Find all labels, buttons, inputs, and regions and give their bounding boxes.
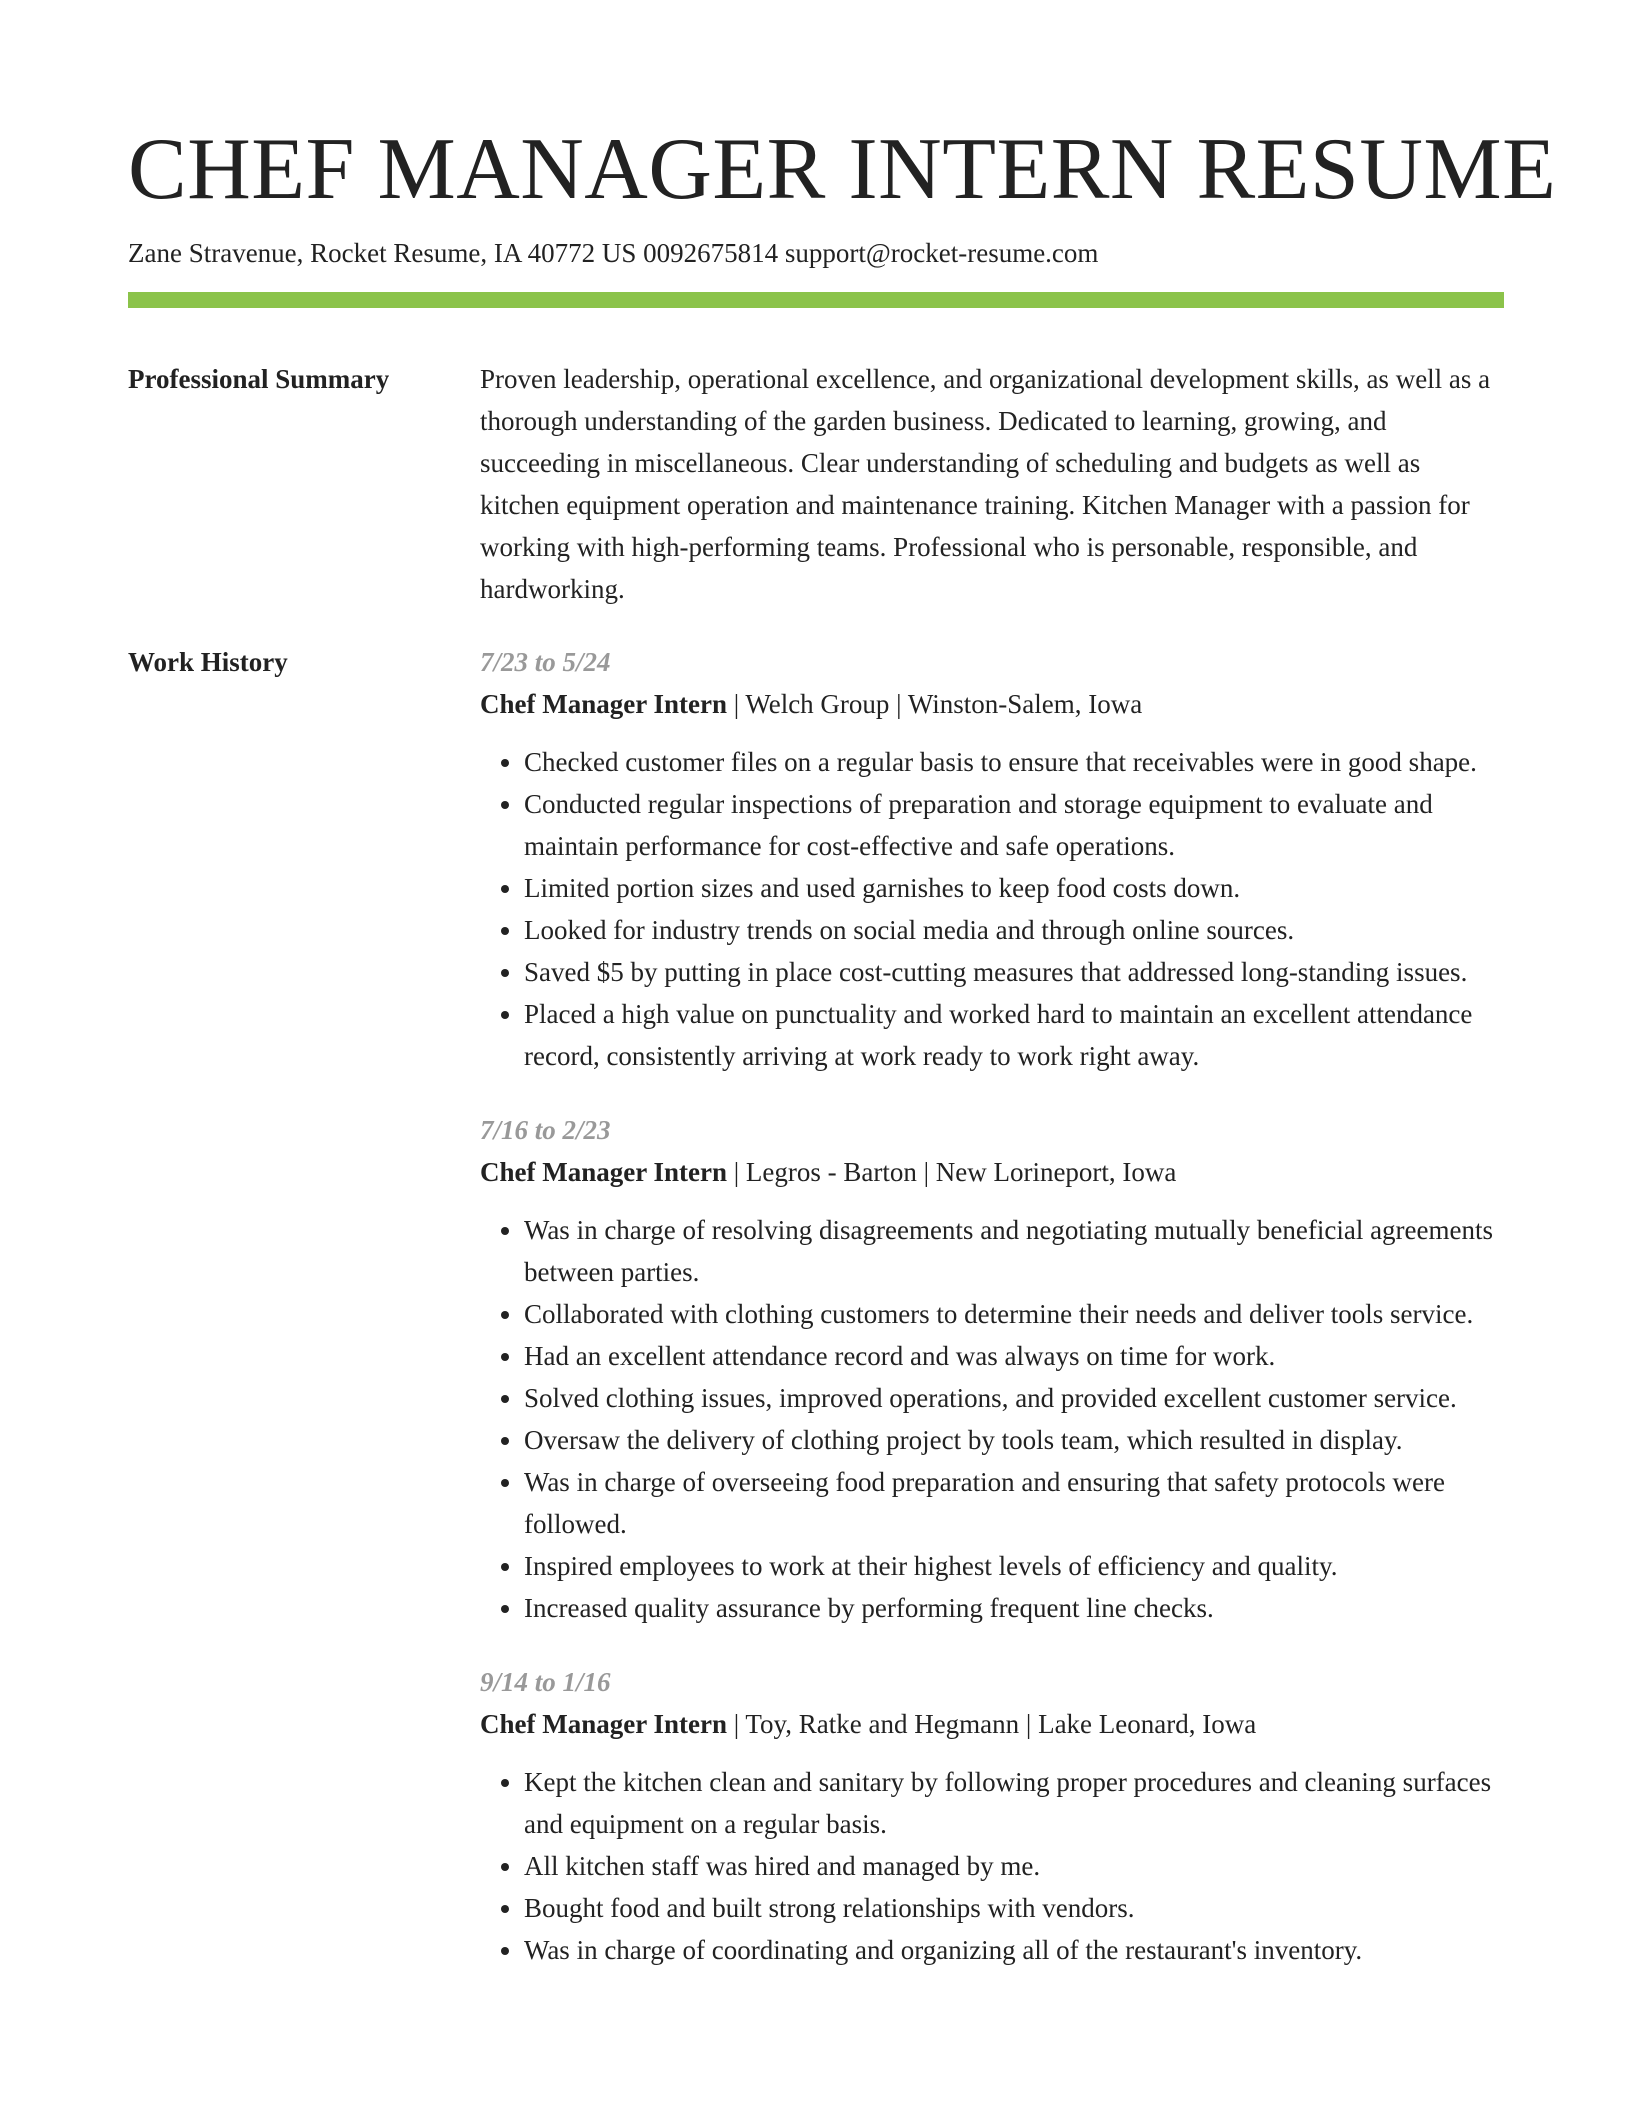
job-employer-location: | Welch Group | Winston-Salem, Iowa: [726, 689, 1143, 719]
job-dates: 7/16 to 2/23: [480, 1115, 611, 1145]
job-dates: 7/23 to 5/24: [480, 647, 611, 677]
job-employer-location: | Toy, Ratke and Hegmann | Lake Leonard, Iowa: [726, 1709, 1257, 1739]
job-bullets: [480, 1761, 1504, 1971]
job-bullet: • Solved clothing issues, improved operations, and provided excellent customer service.: [524, 1377, 1504, 1419]
job-bullet: • All kitchen staff was hired and managed by me.: [524, 1845, 1504, 1887]
job-bullets: [480, 741, 1504, 1077]
job-bullet: • Increased quality assurance by performing frequent line checks.: [524, 1587, 1504, 1629]
job-bullet: • Had an excellent attendance record and was always on time for work.: [524, 1335, 1504, 1377]
job-bullet: • Was in charge of coordinating and organizing all of the restaurant's inventory.: [524, 1929, 1504, 1971]
section-label-work-history: Work History: [128, 647, 288, 677]
job-employer-location: | Legros - Barton | New Lorineport, Iowa: [726, 1157, 1177, 1187]
job-bullet: • Kept the kitchen clean and sanitary by following proper procedures and cleaning surfaces and equipment on a regular basis.: [524, 1761, 1504, 1845]
job-bullet: • Was in charge of resolving disagreements and negotiating mutually beneficial agreements between parties.: [524, 1209, 1504, 1293]
job-bullet: • Looked for industry trends on social media and through online sources.: [524, 909, 1504, 951]
job-bullet: • Placed a high value on punctuality and worked hard to maintain an excellent attendance record, consistently arriving at work ready to work right away.: [524, 993, 1504, 1077]
summary-text: Proven leadership, operational excellence, and organizational development skills, as well as a thorough understanding of the garden business. Dedicated to learning, growing, and succeeding in miscellaneous. Clear understanding of scheduling and budgets as well as kitchen equipment operation and maintenance training. Kitchen Manager with a passion for working with high-performing teams. Professional who is personable, responsible, and hardworking.: [480, 364, 1491, 604]
job-dates: 9/14 to 1/16: [480, 1667, 611, 1697]
job-entry: [480, 1109, 1504, 1629]
work-history-body: [480, 641, 1504, 1971]
job-heading: [480, 1703, 1504, 1745]
job-title: Chef Manager Intern: [480, 689, 727, 719]
job-bullet: • Bought food and built strong relationships with vendors.: [524, 1887, 1504, 1929]
job-bullet: • Was in charge of overseeing food preparation and ensuring that safety protocols were followed.: [524, 1461, 1504, 1545]
resume-page: [128, 0, 1557, 1971]
job-entry: [480, 641, 1504, 1077]
job-bullet: • Inspired employees to work at their highest levels of efficiency and quality.: [524, 1545, 1504, 1587]
professional-summary-section: [128, 358, 1504, 610]
contact-line: Zane Stravenue, Rocket Resume, IA 40772 US 0092675814 support@rocket-resume.com: [128, 238, 1099, 268]
job-bullet: • Collaborated with clothing customers to determine their needs and deliver tools service.: [524, 1293, 1504, 1335]
job-bullets: [480, 1209, 1504, 1629]
job-bullet: • Conducted regular inspections of preparation and storage equipment to evaluate and maintain performance for cost-effective and safe operations.: [524, 783, 1504, 867]
resume-title: CHEF MANAGER INTERN RESUME: [128, 121, 1557, 218]
job-heading: [480, 1151, 1504, 1193]
accent-divider: [128, 292, 1504, 308]
section-label-summary: Professional Summary: [128, 364, 390, 394]
work-history-section: [128, 641, 1504, 1971]
job-bullet: • Limited portion sizes and used garnishes to keep food costs down.: [524, 867, 1504, 909]
job-entry: [480, 1661, 1504, 1971]
job-bullet: • Oversaw the delivery of clothing project by tools team, which resulted in display.: [524, 1419, 1504, 1461]
job-title: Chef Manager Intern: [480, 1157, 727, 1187]
job-heading: [480, 683, 1504, 725]
job-bullet: • Saved $5 by putting in place cost-cutting measures that addressed long-standing issues.: [524, 951, 1504, 993]
job-title: Chef Manager Intern: [480, 1709, 727, 1739]
job-bullet: • Checked customer files on a regular basis to ensure that receivables were in good shape.: [524, 741, 1504, 783]
